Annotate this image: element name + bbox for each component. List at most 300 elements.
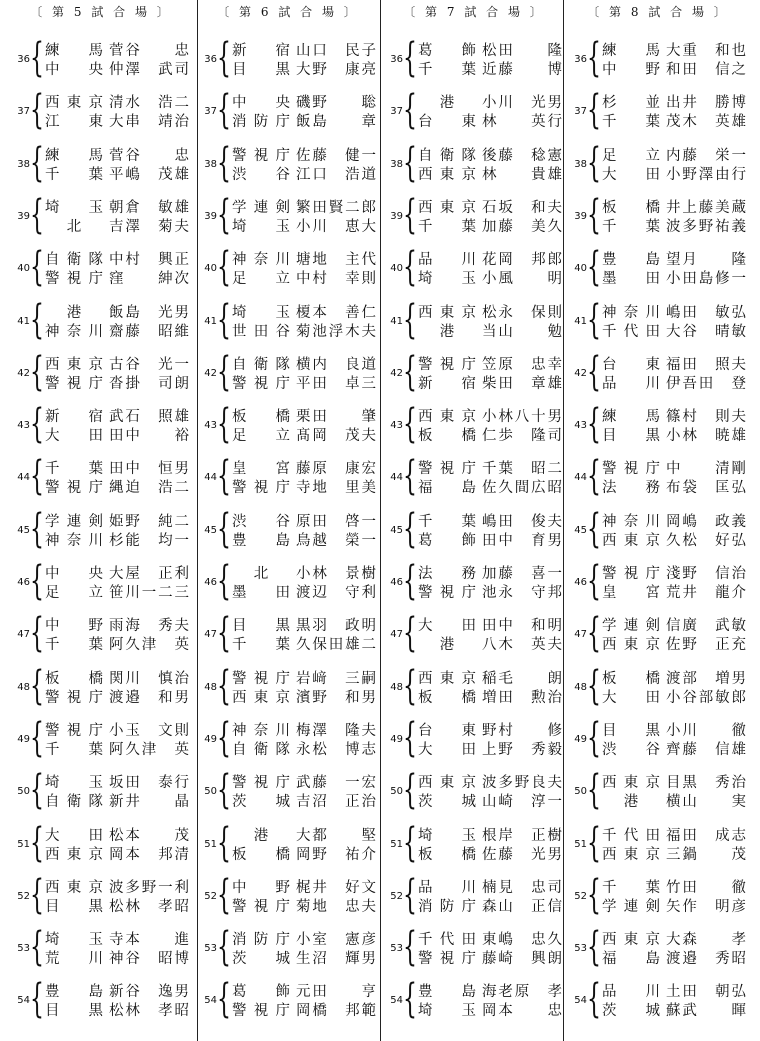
team-name: 皇 宮 [232, 461, 290, 478]
competitor-red [45, 41, 190, 61]
team-name: 消防庁 [232, 932, 290, 949]
bout-row [569, 767, 747, 814]
team-name: 千代田 [602, 827, 660, 844]
player-name: 小林八十男 [482, 409, 562, 426]
bout-number: 53 [17, 943, 30, 955]
column-divider [563, 0, 564, 1041]
team-name: 中 央 [232, 95, 290, 112]
competitor-red [418, 93, 563, 113]
bout-number: 37 [17, 106, 30, 118]
bout-number: 43 [17, 420, 30, 432]
pairing-brace: { [587, 296, 601, 343]
player-name: 加藤 美久 [482, 218, 562, 235]
player-name: 淺野 信治 [666, 566, 746, 582]
player-name: 田中 和明 [482, 618, 562, 635]
team-name: 大 田 [418, 618, 476, 635]
pairing-brace: { [30, 453, 44, 500]
competitor-white [418, 688, 563, 708]
pairing-brace: { [217, 871, 231, 918]
team-name: 法 務 [418, 566, 476, 582]
competitor-red [45, 459, 190, 479]
competitor-red [232, 826, 377, 846]
bout-row [569, 401, 747, 448]
competitor-white [232, 792, 377, 812]
pairing-brace: { [587, 505, 601, 552]
player-name: 波多野一利 [109, 879, 189, 896]
bout-row [569, 244, 747, 291]
competitor-red [418, 826, 563, 846]
team-name: 豊 島 [232, 532, 290, 549]
team-name: 新 宿 [232, 43, 290, 59]
competitor-white [602, 635, 747, 655]
bout-number: 53 [574, 943, 587, 955]
team-name: 西東京 [602, 532, 660, 549]
team-name: 西東京 [45, 95, 103, 112]
team-name: 目 黒 [232, 618, 290, 635]
team-name: 警視庁 [232, 898, 290, 915]
bout-number: 41 [390, 315, 403, 327]
pairing-brace: { [217, 819, 231, 866]
bout-number: 51 [574, 838, 587, 850]
bout-row [569, 976, 747, 1023]
pairing-brace: { [403, 871, 417, 918]
team-name: 警視庁 [602, 461, 660, 478]
player-name: 雨海 秀夫 [109, 618, 189, 635]
bout-number: 44 [574, 472, 587, 484]
team-name: 港 [253, 827, 269, 844]
player-name: 塘地 主代 [296, 252, 376, 269]
pairing-brace: { [403, 348, 417, 395]
bout-number: 42 [204, 367, 217, 379]
team-name: 練 馬 [45, 43, 103, 59]
competitor-red [602, 773, 747, 793]
bout-row [385, 767, 563, 814]
team-name: 世田谷 [232, 323, 290, 340]
player-name: 神谷 昭博 [109, 951, 189, 968]
bout-row [199, 976, 377, 1023]
competitor-white [602, 217, 747, 237]
team-name: 渋 谷 [602, 741, 660, 758]
player-name: 小川 徹 [666, 722, 746, 739]
competitor-white [418, 531, 563, 551]
bout-row [12, 87, 190, 134]
team-name: 茨 城 [232, 951, 290, 968]
competitor-red [45, 564, 190, 584]
competitor-white [232, 112, 377, 132]
team-name: 大 田 [602, 689, 660, 706]
player-name: 久保田雄二 [296, 637, 376, 654]
player-name: 嶋田 俊夫 [482, 513, 562, 530]
bout-row [199, 714, 377, 761]
pairing-brace: { [403, 924, 417, 971]
competitor-red [45, 826, 190, 846]
bout-row [569, 453, 747, 500]
team-name: 台 東 [418, 722, 476, 739]
competitor-red [602, 93, 747, 113]
team-name: 警視庁 [232, 480, 290, 497]
player-name: 千葉 昭二 [482, 461, 562, 478]
pairing-brace: { [30, 401, 44, 448]
player-name: 嶋田 敏弘 [666, 304, 746, 321]
pairing-brace: { [587, 87, 601, 134]
player-name: 望月 隆 [666, 252, 746, 269]
player-name: 髙岡 茂夫 [296, 428, 376, 445]
competitor-white [232, 478, 377, 498]
bout-row [199, 296, 377, 343]
bout-number: 51 [17, 838, 30, 850]
team-name: 大 田 [45, 428, 103, 445]
competitor-white [232, 688, 377, 708]
team-name: 品 川 [418, 879, 476, 896]
bout-number: 47 [17, 629, 30, 641]
competitor-white [232, 217, 377, 237]
team-name: 練 馬 [45, 147, 103, 164]
bout-row [569, 191, 747, 238]
competitor-white [45, 374, 190, 394]
bout-row [385, 87, 563, 134]
bout-number: 47 [390, 629, 403, 641]
bout-row [385, 558, 563, 604]
team-name: 荒 川 [45, 951, 103, 968]
pairing-brace: { [587, 244, 601, 291]
competitor-white [418, 322, 563, 342]
player-name: 阿久津 英 [109, 637, 189, 654]
bout-number: 39 [204, 210, 217, 222]
competitor-white [232, 897, 377, 917]
bout-number: 49 [204, 733, 217, 745]
pairing-brace: { [217, 610, 231, 657]
player-name: 関川 慎治 [109, 670, 189, 687]
competitor-red [45, 250, 190, 270]
team-name: 千 葉 [418, 62, 476, 78]
competitor-red [602, 459, 747, 479]
competitor-red [45, 407, 190, 427]
bout-row [569, 871, 747, 918]
player-name: 中村 幸則 [296, 271, 376, 288]
team-name: 目 黒 [232, 62, 290, 78]
player-name: 小林 景樹 [296, 566, 376, 582]
team-name: 大 田 [45, 827, 103, 844]
competitor-white [418, 635, 563, 655]
bout-row [12, 767, 190, 814]
bout-number: 53 [390, 943, 403, 955]
competitor-white [602, 269, 747, 289]
bout-number: 39 [17, 210, 30, 222]
player-name: 笹川一二三 [109, 585, 189, 601]
player-name: 篠村 則夫 [666, 409, 746, 426]
player-name: 小川 光男 [482, 95, 562, 112]
bout-number: 37 [204, 106, 217, 118]
competitor-white [602, 583, 747, 603]
pairing-brace: { [30, 35, 44, 81]
player-name: 仁歩 隆司 [482, 428, 562, 445]
bout-row [12, 348, 190, 395]
bout-number: 36 [17, 54, 30, 65]
bout-number: 50 [17, 786, 30, 798]
pairing-brace: { [217, 505, 231, 552]
pairing-brace: { [403, 767, 417, 814]
competitor-red [602, 669, 747, 689]
competitor-red [232, 198, 377, 218]
competitor-white [418, 845, 563, 865]
player-name: 沓掛 司朗 [109, 375, 189, 392]
competitor-white [45, 1001, 190, 1021]
player-name: 清水 浩二 [109, 95, 189, 112]
team-name: 自衛隊 [45, 794, 103, 811]
pairing-brace: { [587, 453, 601, 500]
pairing-brace: { [217, 924, 231, 971]
pairing-brace: { [30, 244, 44, 291]
competitor-red [45, 512, 190, 532]
team-name: 板 橋 [232, 409, 290, 426]
player-name: 菅谷 忠 [109, 43, 189, 59]
competitor-white [418, 165, 563, 185]
team-name: 埼 玉 [232, 218, 290, 235]
player-name: 荒井 龍介 [666, 585, 746, 601]
competitor-red [232, 564, 377, 584]
pairing-brace: { [30, 87, 44, 134]
competitor-white [602, 322, 747, 342]
bout-row [199, 662, 377, 709]
bout-row [569, 819, 747, 866]
bout-row [199, 924, 377, 971]
competitor-white [602, 374, 747, 394]
competitor-red [45, 878, 190, 898]
team-name: 品 川 [602, 375, 660, 392]
match-column [199, 0, 377, 1041]
competitor-red [602, 826, 747, 846]
player-name: 新井 晶 [109, 794, 189, 811]
team-name: 板 橋 [418, 689, 476, 706]
bout-number: 54 [390, 995, 403, 1007]
bout-row [199, 819, 377, 866]
competitor-white [418, 949, 563, 969]
pairing-brace: { [30, 348, 44, 395]
player-name: 大重 和也 [666, 43, 746, 59]
player-name: 横山 実 [666, 794, 746, 811]
team-name: 埼 玉 [418, 271, 476, 288]
bout-row [199, 505, 377, 552]
pairing-brace: { [403, 87, 417, 134]
team-name: 警視庁 [45, 722, 103, 739]
team-name: 渋 谷 [232, 513, 290, 530]
team-name: 埼 玉 [45, 199, 103, 216]
competitor-red [602, 616, 747, 636]
column-header: 〔 第 6 試 合 場 〕 [217, 5, 359, 19]
bout-row [12, 244, 190, 291]
competitor-white [418, 1001, 563, 1021]
team-name: 葛 飾 [232, 984, 290, 1001]
team-name: 板 橋 [45, 670, 103, 687]
competitor-white [602, 845, 747, 865]
competitor-white [602, 897, 747, 917]
team-name: 西東京 [232, 689, 290, 706]
team-name: 警視庁 [232, 775, 290, 792]
bout-number: 46 [390, 577, 403, 588]
competitor-white [602, 531, 747, 551]
pairing-brace: { [217, 767, 231, 814]
bout-row [199, 871, 377, 918]
player-name: 岡野 祐介 [296, 846, 376, 863]
bout-row [12, 139, 190, 186]
player-name: 田中 育男 [482, 532, 562, 549]
pairing-brace: { [403, 139, 417, 186]
competitor-red [418, 930, 563, 950]
bout-row [385, 401, 563, 448]
pairing-brace: { [403, 453, 417, 500]
team-name: 千 葉 [45, 741, 103, 758]
pairing-brace: { [217, 976, 231, 1023]
bout-row [385, 453, 563, 500]
competitor-red [602, 303, 747, 323]
team-name: 足 立 [602, 147, 660, 164]
competitor-red [45, 355, 190, 375]
competitor-white [418, 374, 563, 394]
player-name: 朝倉 敏雄 [109, 199, 189, 216]
competitor-red [232, 773, 377, 793]
bout-number: 44 [204, 472, 217, 484]
competitor-white [418, 792, 563, 812]
bout-row [199, 558, 377, 604]
competitor-white [45, 531, 190, 551]
team-name: 茨 城 [602, 1003, 660, 1020]
bout-number: 51 [390, 838, 403, 850]
team-name: 千 葉 [602, 218, 660, 235]
player-name: 岡本 邦清 [109, 846, 189, 863]
player-name: 吉澤 菊夫 [109, 218, 189, 235]
bout-row [12, 714, 190, 761]
player-name: 梶井 好文 [296, 879, 376, 896]
bout-row [12, 35, 190, 81]
competitor-red [45, 930, 190, 950]
player-name: 佐藤 健一 [296, 147, 376, 164]
bout-row [385, 139, 563, 186]
pairing-brace: { [587, 191, 601, 238]
team-name: 皇 宮 [602, 585, 660, 601]
team-name: 学連剣 [602, 618, 660, 635]
pairing-brace: { [30, 296, 44, 343]
bout-number: 48 [204, 681, 217, 693]
competitor-red [418, 303, 563, 323]
bout-row [199, 35, 377, 81]
competitor-white [602, 792, 747, 812]
pairing-brace: { [403, 662, 417, 709]
player-name: 福田 成志 [666, 827, 746, 844]
competitor-red [602, 564, 747, 584]
competitor-white [45, 60, 190, 80]
competitor-red [418, 250, 563, 270]
player-name: 内藤 栄一 [666, 147, 746, 164]
competitor-red [418, 669, 563, 689]
team-name: 自衛隊 [232, 741, 290, 758]
competitor-red [602, 41, 747, 61]
player-name: 平田 卓三 [296, 375, 376, 392]
team-name: 足 立 [232, 271, 290, 288]
player-name: 佐藤 光男 [482, 846, 562, 863]
bout-row [12, 191, 190, 238]
bout-row [569, 610, 747, 657]
competitor-red [45, 303, 190, 323]
competitor-red [232, 669, 377, 689]
bout-number: 40 [17, 263, 30, 275]
bout-row [12, 819, 190, 866]
bout-row [199, 401, 377, 448]
bout-number: 39 [390, 210, 403, 222]
team-name: 西東京 [418, 304, 476, 321]
bout-row [12, 401, 190, 448]
competitor-white [602, 426, 747, 446]
team-name: 神奈川 [602, 513, 660, 530]
competitor-white [418, 60, 563, 80]
competitor-red [232, 459, 377, 479]
team-name: 目 黒 [45, 1003, 103, 1020]
bout-row [12, 610, 190, 657]
competitor-red [45, 198, 190, 218]
competitor-red [45, 982, 190, 1002]
pairing-brace: { [30, 505, 44, 552]
bout-number: 43 [204, 420, 217, 432]
team-name: 中 野 [45, 618, 103, 635]
competitor-red [602, 146, 747, 166]
competitor-white [45, 688, 190, 708]
player-name: 吉沼 正治 [296, 794, 376, 811]
pairing-brace: { [587, 348, 601, 395]
match-column [12, 0, 190, 1041]
bout-number: 46 [17, 577, 30, 588]
team-name: 千代田 [602, 323, 660, 340]
competitor-white [418, 112, 563, 132]
bout-number: 44 [17, 472, 30, 484]
bout-number: 42 [390, 367, 403, 379]
player-name: 三鍋 茂 [666, 846, 746, 863]
column-divider [380, 0, 381, 1041]
player-name: 池永 守邦 [482, 585, 562, 601]
team-name: 神奈川 [232, 722, 290, 739]
competitor-red [232, 93, 377, 113]
player-name: 林 英行 [482, 114, 562, 131]
team-name: 港 [439, 95, 455, 112]
player-name: 菅谷 忠 [109, 147, 189, 164]
competitor-white [418, 478, 563, 498]
team-name: 埼 玉 [45, 932, 103, 949]
bout-number: 38 [574, 158, 587, 170]
competitor-white [45, 112, 190, 132]
pairing-brace: { [587, 767, 601, 814]
team-name: 台 東 [602, 356, 660, 373]
competitor-white [232, 1001, 377, 1021]
competitor-white [45, 897, 190, 917]
pairing-brace: { [587, 401, 601, 448]
bout-row [385, 924, 563, 971]
player-name: 大谷 晴敏 [666, 323, 746, 340]
player-name: 野村 修 [482, 722, 562, 739]
pairing-brace: { [30, 610, 44, 657]
pairing-brace: { [403, 819, 417, 866]
team-name: 新 宿 [45, 409, 103, 426]
team-name: 目 黒 [45, 898, 103, 915]
player-name: 福田 照夫 [666, 356, 746, 373]
bout-number: 40 [574, 263, 587, 275]
bout-row [569, 924, 747, 971]
bout-row [569, 296, 747, 343]
bout-row [569, 662, 747, 709]
pairing-brace: { [403, 610, 417, 657]
bout-row [12, 976, 190, 1023]
bout-number: 50 [574, 786, 587, 798]
pairing-brace: { [403, 976, 417, 1023]
player-name: 菊池浮木夫 [296, 323, 376, 340]
team-name: 大 田 [418, 741, 476, 758]
